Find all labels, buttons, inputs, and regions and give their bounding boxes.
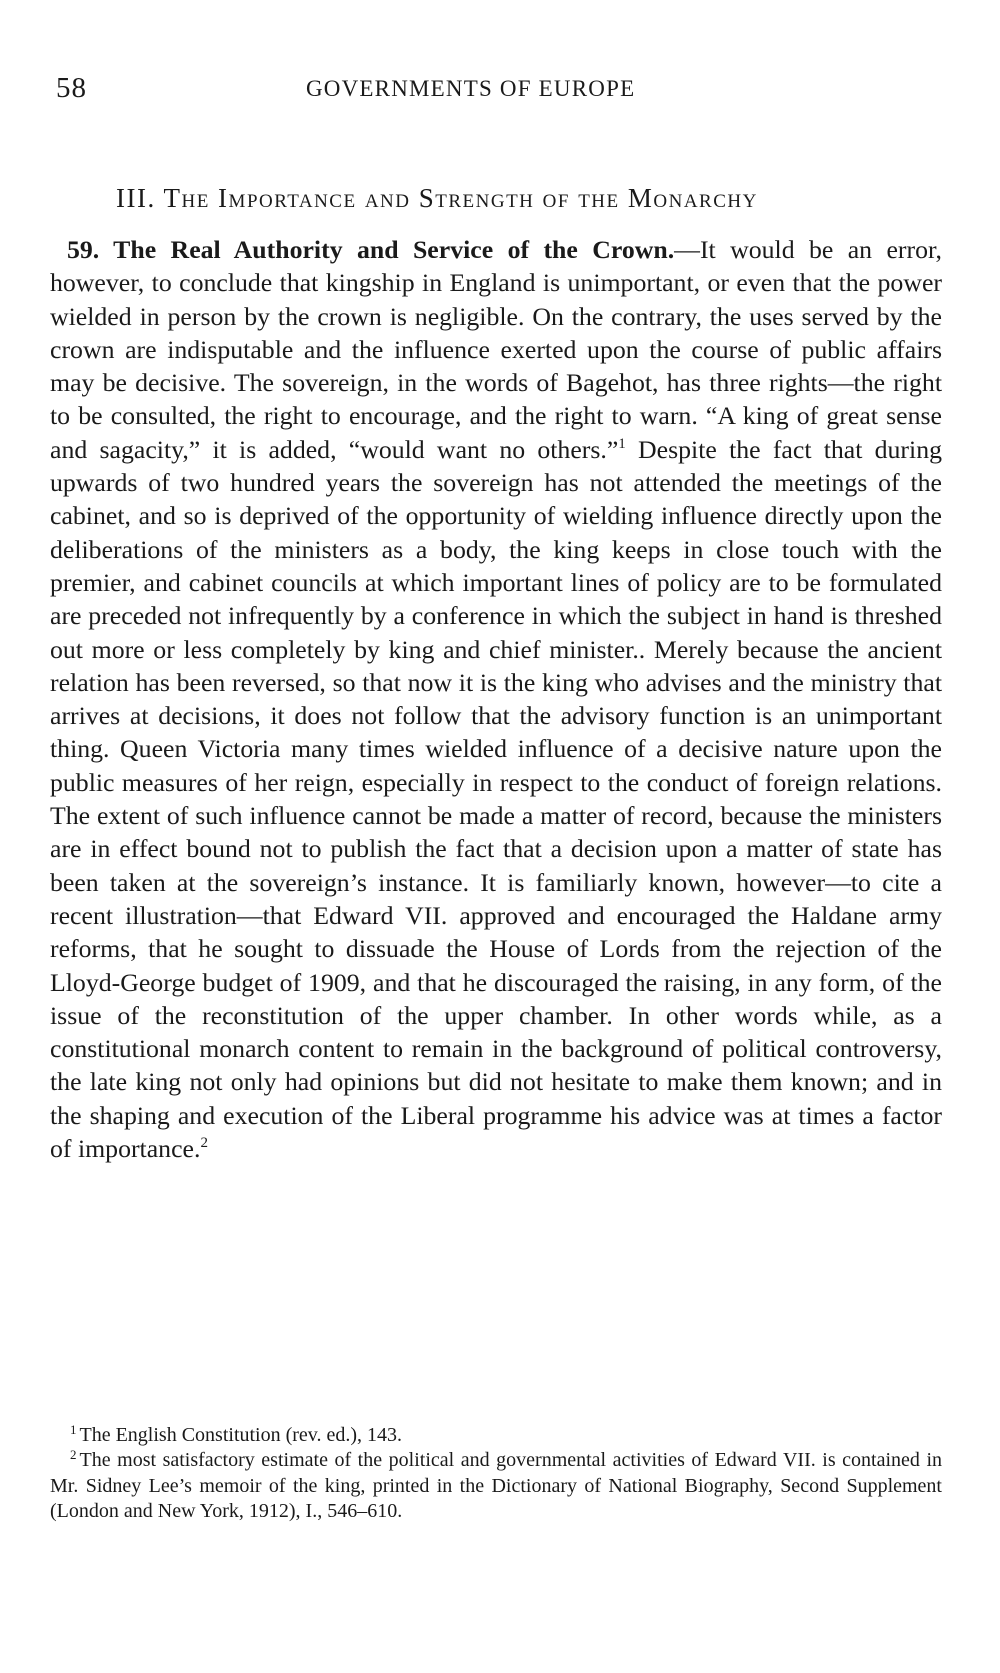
footnotes (50, 1423, 942, 1525)
footnote-1 (50, 1423, 942, 1448)
paragraph-text-part-1: —It would be an error, however, to conclude that kingship in England is unimportant, or even that the power wielded in person by the crown is negligible. On the contrary, the uses served by the crown are indisputable and the influence exerted upon the course of public affairs may be decisive. The sovereign, in the words of Bagehot, has three rights—the right to be consulted, the right to encourage, and the right to warn. “A king of great sense and sagacity,” it is added, “would want no others.” (50, 235, 943, 464)
paragraph-59 (50, 233, 942, 1165)
paragraph-text-part-2: Despite the fact that during upwards of two hundred years the sovereign has not attended the meetings of the cabinet, and so is deprived of the opportunity of wielding influence directly upon the deliberations of the ministers as a body, the king keeps in close touch with the premier, and cabinet councils at which important lines of policy are to be formulated are preceded not infrequently by a conference in which the subject in hand is threshed out more or less completely by king and chief minister.. Merely because the ancient relation has been reversed, so that now it is the king who advises and the ministry that arrives at decisions, it does not follow that the advisory function is an unimportant thing. Queen Victoria many times wielded influence of a decisive nature upon the public measures of her reign, especially in respect to the conduct of foreign relations. The extent of such influence cannot be made a matter of record, because the ministers are in effect bound not to publish the fact that a decision upon a matter of state has been taken at the sovereign’s instance. It is familiarly known, however—to cite a recent illustration—that Edward VII. approved and encouraged the Haldane army reforms, that he sought to dissuade the House of Lords from the rejection of the Lloyd-George budget of 1909, and that he discouraged the raising, in any form, of the issue of the reconstitution of the upper chamber. In other words while, as a constitutional monarch content to remain in the background of political controversy, the late king not only had opinions but did not hesitate to make them known; and in the shaping and execution of the Liberal programme his advice was at times a factor of importance. (50, 434, 942, 1164)
footnote-marker: 1 (70, 1422, 77, 1437)
footnote-text: The English Constitution (rev. ed.), 143. (79, 1424, 403, 1446)
page-number: 58 (56, 72, 87, 104)
footnote-2 (50, 1448, 942, 1524)
footnote-ref-2: 2 (200, 1135, 208, 1152)
running-title: GOVERNMENTS OF EUROPE (306, 76, 636, 101)
running-head (56, 72, 956, 112)
footnote-ref-1: 1 (618, 435, 626, 452)
footnote-text: The most satisfactory estimate of the political and governmental activities of Edward VII. is contained in Mr. Sidney Lee’s memoir of the king, printed in the Dictionary of National Biography, Second Supplement (London and New York, 1912), I., 546–610. (50, 1449, 942, 1523)
paragraph-heading: 59. The Real Authority and Service of the Crown. (67, 235, 675, 264)
footnote-marker: 2 (70, 1447, 77, 1463)
body-text (50, 233, 942, 1165)
section-heading: III. The Importance and Strength of the Monarchy (116, 183, 758, 213)
